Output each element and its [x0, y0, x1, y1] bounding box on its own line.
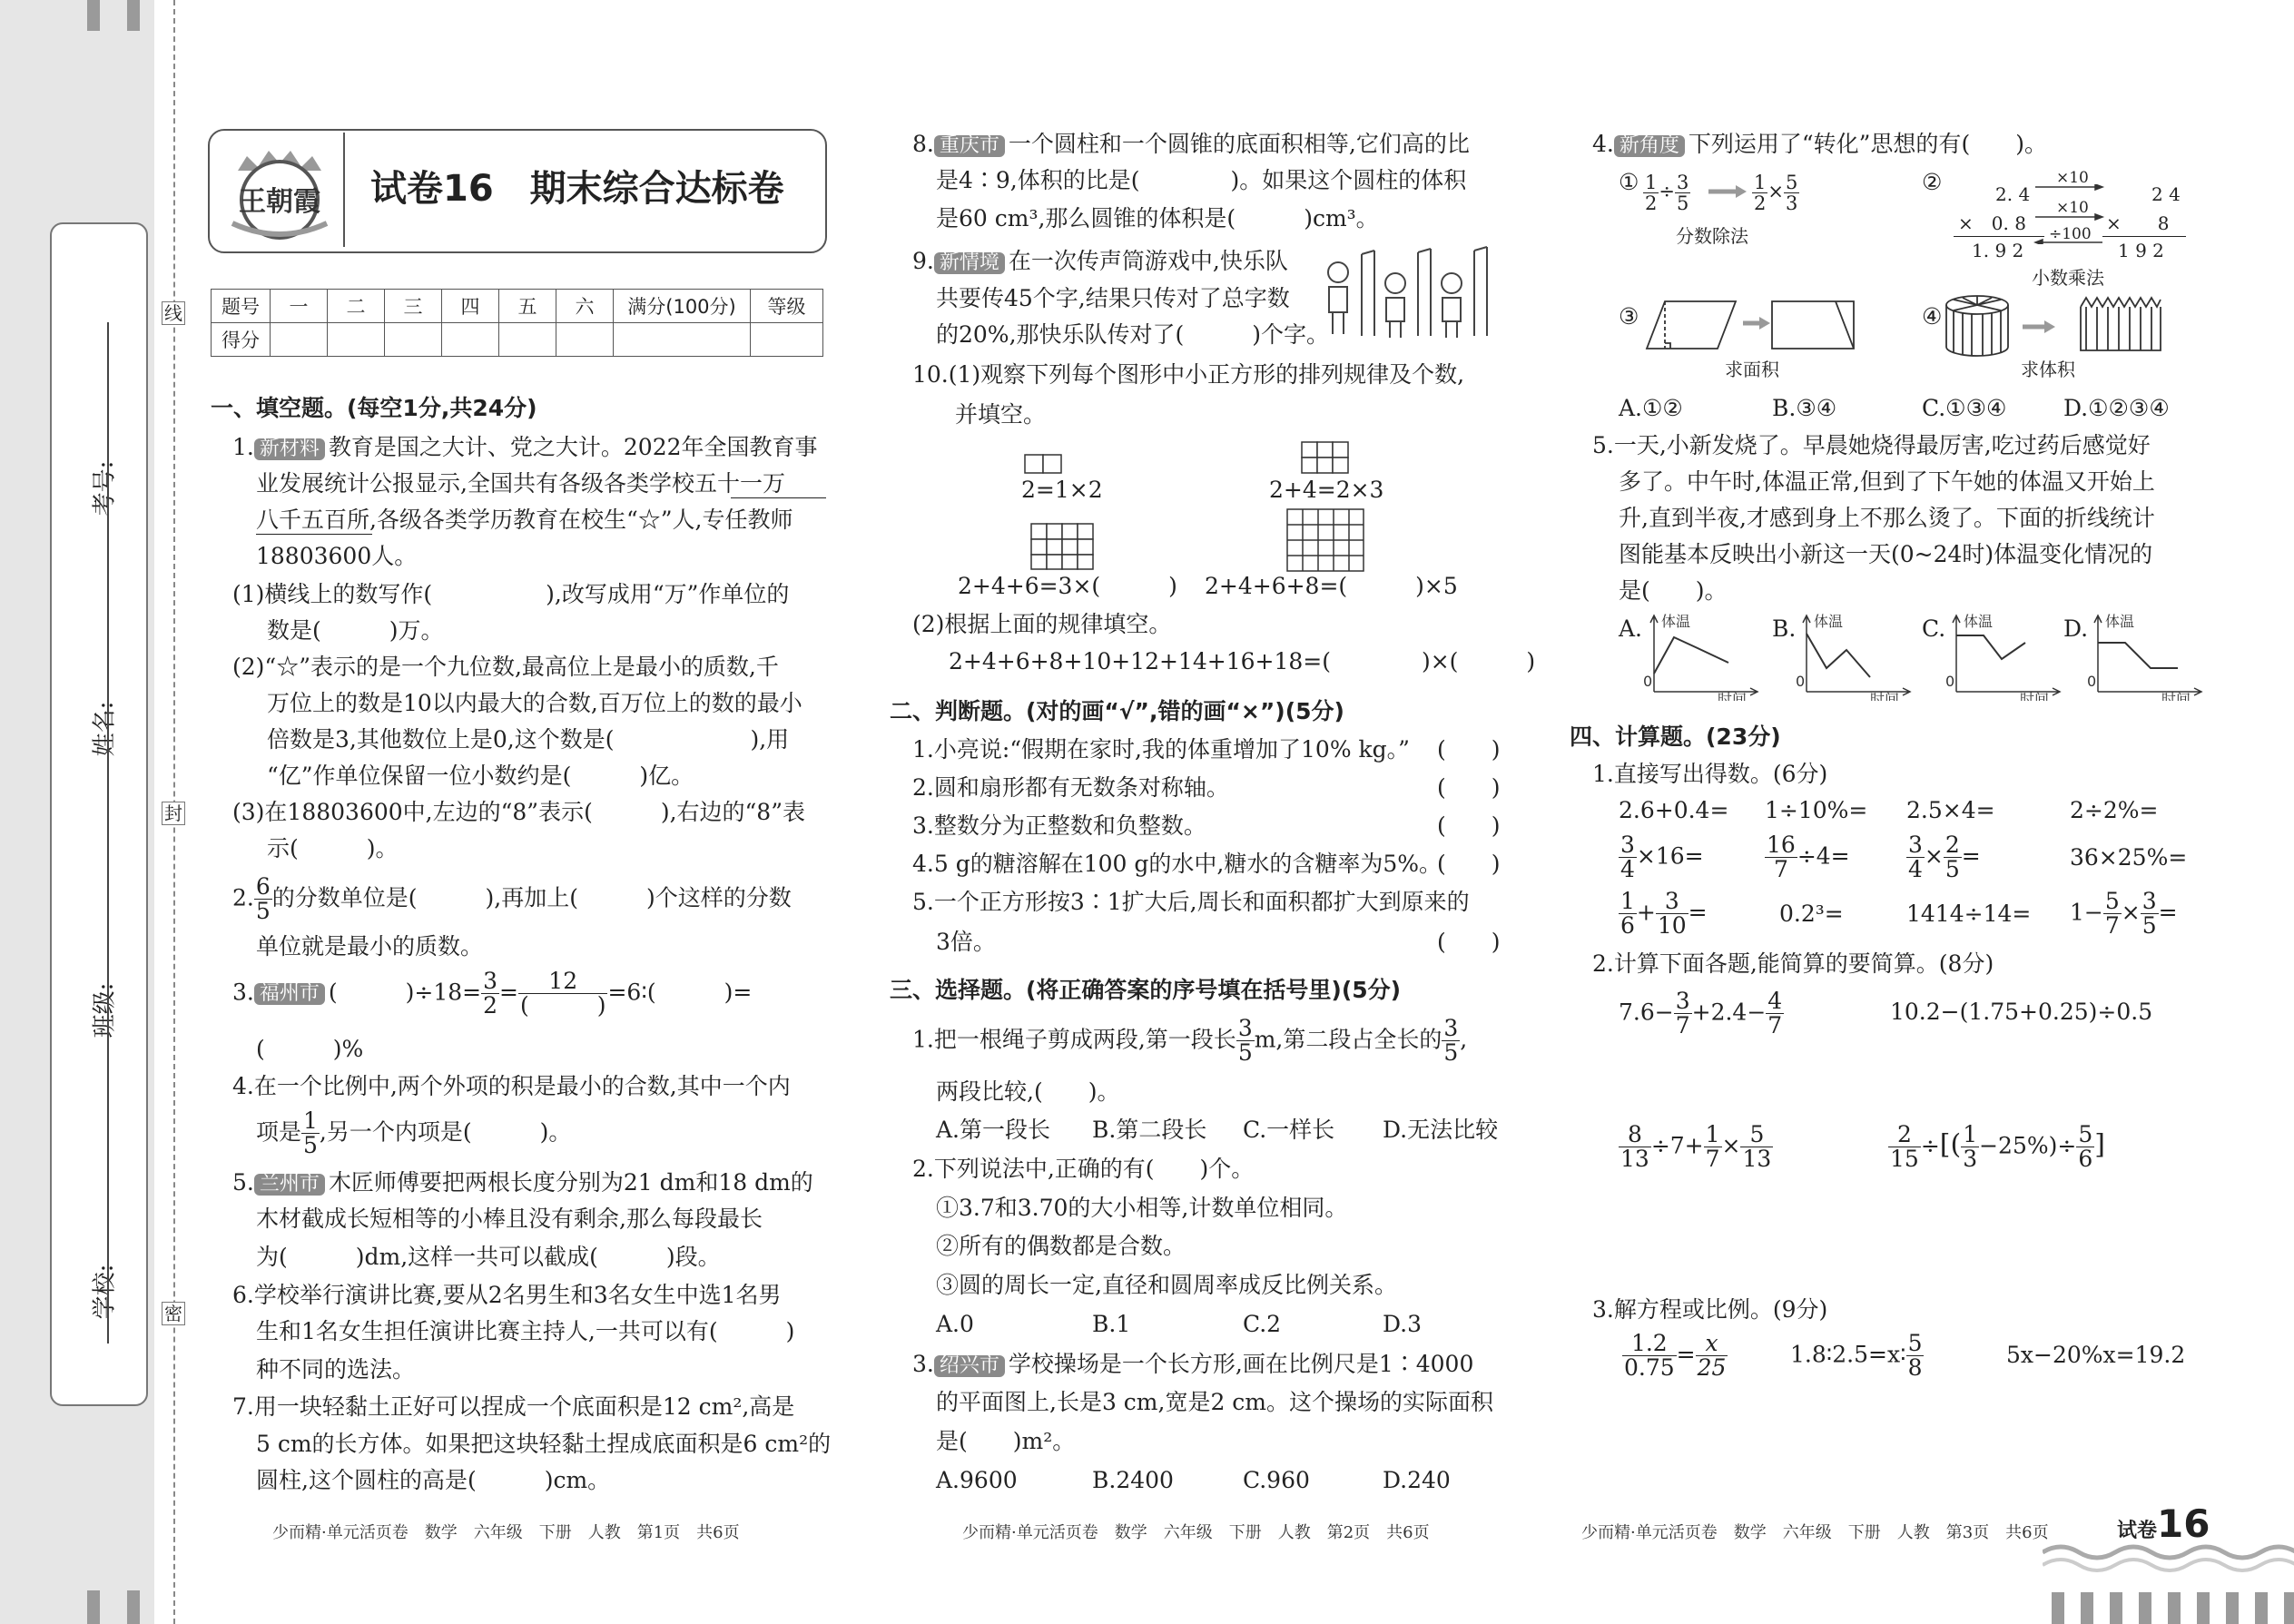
q1-sub3-line1: (3)在18803600中,左边的“8”表示( ),右边的“8”表: [232, 799, 805, 825]
q9-line3: 的20%,那快乐队传对了( )个字。: [936, 321, 1330, 348]
svg-text:0: 0: [1796, 673, 1806, 690]
logo-text: 王朝霞: [239, 186, 320, 218]
q9-text: 在一次传声筒游戏中,快乐队: [1008, 248, 1288, 274]
paper-title: 试卷16 期末综合达标卷: [370, 168, 784, 210]
graph-a-option[interactable]: A.: [1619, 615, 1643, 642]
q3-part-a: ( )÷18=: [328, 979, 482, 1006]
pattern-figure-1: [1024, 454, 1078, 479]
choice-2-opt-c[interactable]: C.2: [1243, 1311, 1282, 1337]
svg-text:时间: 时间: [1870, 691, 1900, 701]
svg-text:体温: 体温: [1814, 613, 1844, 630]
choice-3-opt-d[interactable]: D.240: [1383, 1467, 1451, 1493]
c3-q4-text: 下列运用了“转化”思想的有( )。: [1688, 131, 2047, 157]
q1-text: 教育是国之大计、党之大计。2022年全国教育事: [328, 434, 818, 460]
fig2-caption: 小数乘法: [2032, 267, 2104, 289]
logo: [225, 136, 334, 241]
q3-fraction-2: 12 ( ): [519, 968, 606, 1019]
q1-sub2-line4: “亿”作单位保留一位小数约是( )亿。: [267, 763, 694, 789]
graph-d-option[interactable]: D.: [2063, 615, 2089, 642]
label-school: 学校:: [91, 1264, 119, 1320]
fig4-shapes: [1944, 292, 2171, 361]
graph-c-option[interactable]: C.: [1922, 615, 1946, 642]
fig4-label: ④: [1922, 303, 1943, 330]
choice-3-number: 3.: [912, 1351, 934, 1377]
fig2-num3: 1. 9 2: [1972, 240, 2024, 261]
judge-item-1: 1.小亮说:“假期在家时,我的体重增加了10% kg。”: [912, 736, 1410, 763]
fig2-op3: ÷100: [2049, 225, 2092, 243]
calc-1-r3-c: 1414÷14=: [1906, 901, 2032, 927]
c3-q4-opt-c[interactable]: C.①③④: [1922, 395, 2007, 421]
choice-1-line2: 两段比较,( )。: [936, 1078, 1120, 1105]
pattern-figure-2: [1301, 441, 1350, 477]
q3-line2: ( )%: [256, 1036, 364, 1062]
seal-char-secret: 密: [162, 1302, 185, 1325]
score-header-cell: 题号: [212, 290, 271, 323]
q8-tag: 重庆市: [934, 135, 1005, 157]
fig2-op1: ×10: [2056, 169, 2089, 187]
q1-underline: [256, 534, 372, 535]
score-input-cell[interactable]: [556, 323, 614, 357]
q2-number: 2.: [232, 884, 254, 911]
choice-1-fraction-1: $\frac{3}{5}$: [1237, 1015, 1253, 1067]
q1-number: 1.: [232, 434, 254, 460]
fig2-rule-left: [1954, 236, 2044, 237]
score-header-cell: 满分(100分): [614, 290, 751, 323]
choice-1-opt-d[interactable]: D.无法比较: [1383, 1117, 1499, 1143]
top-stripe: [87, 0, 100, 31]
svg-text:0: 0: [1945, 673, 1955, 690]
choice-3-opt-c[interactable]: C.960: [1243, 1467, 1310, 1493]
kids-illustration: [1318, 245, 1500, 349]
pattern-figure-3: [1030, 523, 1112, 574]
calc-3-eq-2: 1.8∶2.5=x∶ $\frac{5}{8}$: [1790, 1330, 1923, 1382]
score-input-cell[interactable]: [442, 323, 499, 357]
q1-line1: [232, 436, 818, 460]
q4-text-b: ,另一个内项是( )。: [319, 1118, 572, 1146]
section-1-heading: 一、填空题。(每空1分,共24分): [211, 395, 537, 421]
calc-2-heading: 2.计算下面各题,能简算的要简算。(8分): [1592, 950, 1994, 977]
q10-sub2: (2)根据上面的规律填空。: [912, 611, 1172, 637]
choice-1-text-b: m,第二段占全长的: [1254, 1026, 1442, 1053]
page-footer-1: 少而精·单元活页卷 数学 六年级 下册 人教 第1页 共6页: [272, 1523, 740, 1542]
choice-2-opt-a[interactable]: A.0: [936, 1311, 974, 1337]
q9-line1: [912, 250, 1288, 274]
fig2-num4: 2 4: [2151, 183, 2181, 205]
section-2-heading: 二、判断题。(对的画“√”,错的画“×”)(5分): [890, 698, 1344, 724]
choice-2-opt-d[interactable]: D.3: [1383, 1311, 1423, 1337]
c3-q4-opt-a[interactable]: A.①②: [1619, 395, 1683, 421]
q3-tag: 福州市: [254, 983, 325, 1005]
c3-q5-line2: 多了。中午时,体温正常,但到了下午她的体温又开始上: [1619, 468, 2155, 495]
score-header-cell: 三: [385, 290, 442, 323]
calc-3-eq-3: 5x−20%x=19.2: [2006, 1342, 2186, 1368]
choice-1-text-c: ,: [1460, 1026, 1468, 1053]
choice-3-line3: 是( )m²。: [936, 1428, 1076, 1454]
fig2-rule-right: [2102, 236, 2186, 237]
q10-line2: 并填空。: [955, 401, 1047, 428]
q4-text-a: 项是: [256, 1118, 302, 1146]
q3-part-b: =6∶( )=: [607, 979, 753, 1006]
choice-2-line4: ③圆的周长一定,直径和圆周率成反比例关系。: [936, 1272, 1397, 1298]
calc-3-eq-1: $\frac{1.2}{0.75}$ = $\frac{x}{25}$: [1624, 1330, 1727, 1382]
bottom-stripes-right: [2052, 1592, 2294, 1624]
calc-1-r3-b: 0.2³=: [1779, 901, 1844, 927]
judge-item-3: 3.整数分为正整数和负整数。: [912, 812, 1206, 839]
svg-text:时间: 时间: [2161, 691, 2191, 701]
q1-line3: 八千五百所,各级各类学历教育在校生“☆”人,专任教师: [256, 507, 793, 533]
fig2-num5: × 8: [2106, 212, 2170, 234]
q4-line2: [256, 1109, 571, 1158]
student-info-box: [50, 222, 148, 1406]
q10-line1: 10.(1)观察下列每个图形中小正方形的排列规律及个数,: [912, 361, 1465, 388]
calc-1-r1-a: 2.6+0.4=: [1619, 797, 1729, 823]
q1-sub3-line2: 示( )。: [267, 835, 399, 861]
choice-3-opt-b[interactable]: B.2400: [1092, 1467, 1174, 1493]
bottom-stripe: [127, 1590, 140, 1624]
section-3-heading: 三、选择题。(将正确答案的序号填在括号里)(5分): [890, 977, 1402, 1003]
q7-line3: 圆柱,这个圆柱的高是( )cm。: [256, 1467, 611, 1493]
score-table: [211, 289, 823, 357]
page-footer-2: 少而精·单元活页卷 数学 六年级 下册 人教 第2页 共6页: [962, 1523, 1430, 1542]
fig2-num2: × 0. 8: [1958, 212, 2026, 234]
calc-1-r3-d: 1− $\frac{5}{7}$ × $\frac{3}{5}$ =: [2070, 888, 2178, 940]
q5-line3: 为( )dm,这样一共可以截成( )段。: [256, 1244, 721, 1270]
pattern-figure-4: [1286, 508, 1368, 577]
fig2-num1: 2. 4: [1995, 183, 2031, 205]
q1-sub2-line1: (2)“☆”表示的是一个九位数,最高位上是最小的质数,千: [232, 654, 779, 680]
q4-fraction: $\frac{1}{5}$: [303, 1107, 318, 1159]
calc-2-expr-1: 7.6− $\frac{3}{7}$ +2.4− $\frac{4}{7}$: [1619, 988, 1783, 1039]
q1-sub2-line2: 万位上的数是10以内最大的合数,百万位上的数的最小: [267, 690, 802, 716]
calc-1-r2-c: $\frac{3}{4}$ × $\frac{2}{5}$ =: [1908, 832, 1981, 883]
q5-number: 5.: [232, 1169, 254, 1196]
calc-2-expr-4: $\frac{2}{15}$ ÷[( $\frac{1}{3}$ −25%)÷ $\frac{5}{6}$ ]: [1890, 1121, 2105, 1173]
label-name: 姓名:: [91, 701, 119, 757]
score-input-cell[interactable]: [751, 323, 823, 357]
q9-tag: 新情境: [934, 252, 1005, 274]
badge-prefix: 试卷: [2117, 1520, 2158, 1542]
score-input-cell[interactable]: [499, 323, 556, 357]
graph-a: [1641, 610, 1764, 704]
pattern-eq-3: 2+4+6=3×( ): [958, 573, 1177, 599]
q1-underline: [731, 497, 826, 498]
section-4-heading: 四、计算题。(23分): [1570, 723, 1781, 750]
fig1-caption: 分数除法: [1676, 225, 1748, 247]
q10-sub2-eq: 2+4+6+8+10+12+14+16+18=( )×( ): [949, 648, 1536, 674]
calc-1-r3-a: $\frac{1}{6}$ + $\frac{3}{10}$ =: [1620, 888, 1708, 940]
calc-1-r1-b: 1÷10%=: [1765, 797, 1868, 823]
fig4-caption: 求体积: [2021, 359, 2075, 380]
field-class[interactable]: [107, 799, 109, 1071]
score-header-cell: 等级: [751, 290, 823, 323]
choice-1-opt-c[interactable]: C.一样长: [1243, 1117, 1335, 1143]
choice-2-opt-b[interactable]: B.1: [1092, 1311, 1131, 1337]
q2-line2: 单位就是最小的质数。: [256, 933, 484, 960]
svg-text:体温: 体温: [1661, 613, 1691, 630]
fig3-caption: 求面积: [1725, 359, 1779, 380]
score-input-cell[interactable]: [385, 323, 442, 357]
q3-fraction-1: $\frac{3}{2}$: [483, 968, 497, 1019]
choice-2-line1: 2.下列说法中,正确的有( )个。: [912, 1156, 1255, 1182]
q1-tag: 新材料: [254, 438, 325, 460]
judge-item-5-cont: 3倍。: [936, 929, 996, 955]
q1-line2: 业发展统计公报显示,全国共有各级各类学校五十一万: [256, 470, 785, 497]
svg-text:体温: 体温: [2105, 613, 2135, 630]
svg-text:0: 0: [2087, 673, 2097, 690]
graph-b-option[interactable]: B.: [1772, 615, 1797, 642]
score-header-cell: 四: [442, 290, 499, 323]
score-row-label: 得分: [212, 323, 271, 357]
page-footer-3: 少而精·单元活页卷 数学 六年级 下册 人教 第3页 共6页: [1581, 1523, 2049, 1542]
graph-d: [2085, 610, 2208, 704]
pattern-eq-1: 2=1×2: [1021, 477, 1103, 503]
badge-number: 16: [2157, 1501, 2210, 1546]
q3-equals: =: [499, 979, 518, 1006]
score-input-cell[interactable]: [271, 323, 328, 357]
seal-char-seal: 封: [162, 802, 185, 825]
choice-3-line2: 的平面图上,长是3 cm,宽是2 cm。这个操场的实际面积: [936, 1389, 1494, 1415]
q7-line1: 7.用一块轻黏土正好可以捏成一个底面积是12 cm²,高是: [232, 1393, 795, 1420]
choice-1-fraction-2: $\frac{3}{5}$: [1443, 1015, 1459, 1067]
judge-paren-5[interactable]: ( ): [1437, 929, 1501, 955]
q9-number: 9.: [912, 248, 934, 274]
c3-q5-line3: 升,直到半夜,才感到身上不那么烫了。下面的折线统计: [1619, 505, 2155, 531]
q5-line2: 木材截成长短相等的小棒且没有剩余,那么每段最长: [256, 1206, 763, 1232]
fig1-arrow: [1707, 183, 1748, 203]
svg-text:体温: 体温: [1964, 613, 1994, 630]
q6-line3: 种不同的选法。: [256, 1356, 416, 1383]
q2-text: 的分数单位是( ),再加上( )个这样的分数: [271, 884, 792, 911]
fig3-shapes: [1645, 298, 1867, 356]
choice-1-line1: [912, 1017, 1467, 1066]
score-header-cell: 二: [328, 290, 385, 323]
judge-paren-3[interactable]: ( ): [1437, 812, 1501, 839]
judge-item-2: 2.圆和扇形都有无数条对称轴。: [912, 774, 1229, 801]
svg-text:时间: 时间: [2020, 691, 2050, 701]
q8-line3: 是60 cm³,那么圆锥的体积是( )cm³。: [936, 205, 1379, 231]
fig1-label: ①: [1619, 169, 1639, 195]
calc-1-r2-b: $\frac{16}{7}$ ÷4=: [1767, 832, 1850, 883]
score-header-cell: 一: [271, 290, 328, 323]
paper-badge: [2117, 1501, 2210, 1546]
calc-1-r2-d: 36×25%=: [2070, 844, 2188, 871]
q1-sub1-line1: (1)横线上的数写作( ),改写成用“万”作单位的: [232, 581, 790, 607]
fig1-expr: $\frac{1}{2}$ ÷ $\frac{3}{5}$: [1645, 172, 1689, 215]
choice-3-line1: [912, 1353, 1473, 1377]
q7-line2: 5 cm的长方体。如果把这块轻黏土捏成底面积是6 cm²的: [256, 1431, 832, 1457]
graph-c: [1944, 610, 2066, 704]
fig3-label: ③: [1619, 303, 1639, 330]
calc-1-r1-d: 2÷2%=: [2070, 797, 2159, 823]
c3-q4-opt-b[interactable]: B.③④: [1772, 395, 1837, 421]
c3-q4-line: [1592, 133, 2047, 157]
c3-q4-opt-d[interactable]: D.①②③④: [2063, 395, 2170, 421]
fig2-label: ②: [1922, 169, 1943, 195]
score-header-cell: 五: [499, 290, 556, 323]
label-class: 班级:: [91, 982, 119, 1038]
c3-q5-line5: 是( )。: [1619, 577, 1728, 604]
q8-line1: [912, 133, 1470, 157]
q5-line1: [232, 1171, 813, 1196]
choice-1-text-a: 1.把一根绳子剪成两段,第一段长: [912, 1026, 1236, 1053]
field-name[interactable]: [107, 545, 109, 817]
c3-q5-line1: 5.一天,小新发烧了。早晨她烧得最厉害,吃过药后感觉好: [1592, 432, 2151, 458]
q1-sub1-line2: 数是( )万。: [267, 617, 444, 644]
label-exam-no: 考号:: [91, 460, 119, 517]
judge-paren-4[interactable]: ( ): [1437, 851, 1501, 877]
choice-3-tag: 绍兴市: [934, 1355, 1005, 1377]
bottom-stripe: [87, 1590, 100, 1624]
choice-3-opt-a[interactable]: A.9600: [936, 1467, 1018, 1493]
title-divider: [343, 133, 345, 247]
field-exam-no[interactable]: [107, 322, 109, 576]
judge-paren-1[interactable]: ( ): [1437, 736, 1501, 763]
q1-line4: 18803600人。: [256, 543, 418, 569]
svg-text:0: 0: [1643, 673, 1653, 690]
c3-q4-tag: 新角度: [1614, 135, 1685, 157]
calc-1-heading: 1.直接写出得数。(6分): [1592, 761, 1828, 787]
graph-b: [1794, 610, 1916, 704]
q1-sub2-line3: 倍数是3,其他数位上是0,这个数是( ),用: [267, 726, 790, 753]
score-header-cell: 六: [556, 290, 614, 323]
fig2-num6: 1 9 2: [2118, 240, 2164, 261]
c3-q5-line4: 图能基本反映出小新这一天(0~24时)体温变化情况的: [1619, 541, 2153, 567]
score-input-cell[interactable]: [614, 323, 751, 357]
q5-text: 木匠师傅要把两根长度分别为21 dm和18 dm的: [328, 1169, 813, 1196]
q6-line1: 6.学校举行演讲比赛,要从2名男生和3名女生中选1名男: [232, 1282, 782, 1308]
c3-q4-number: 4.: [1592, 131, 1614, 157]
svg-text:时间: 时间: [1718, 691, 1748, 701]
q4-line1: 4.在一个比例中,两个外项的积是最小的合数,其中一个内: [232, 1073, 791, 1099]
q2-fraction: $\frac{6}{5}$: [255, 873, 271, 925]
q3-line1: [232, 969, 752, 1019]
choice-1-opt-b[interactable]: B.第二段长: [1092, 1117, 1207, 1143]
q9-line2: 共要传45个字,结果只传对了总字数: [936, 285, 1290, 311]
choice-1-opt-a[interactable]: A.第一段长: [936, 1117, 1051, 1143]
choice-3-text: 学校操场是一个长方形,画在比例尺是1∶4000: [1008, 1351, 1474, 1377]
choice-2-line3: ②所有的偶数都是合数。: [936, 1233, 1186, 1259]
calc-3-heading: 3.解方程或比例。(9分): [1592, 1296, 1828, 1323]
fig2-arrows: [2033, 184, 2106, 248]
fig1-result: $\frac{1}{2}$ × $\frac{5}{3}$: [1754, 172, 1798, 215]
q8-text: 一个圆柱和一个圆锥的底面积相等,它们高的比: [1008, 131, 1470, 157]
q3-number: 3.: [232, 979, 254, 1006]
judge-paren-2[interactable]: ( ): [1437, 774, 1501, 801]
score-input-cell[interactable]: [328, 323, 385, 357]
judge-item-4: 4.5 g的糖溶解在100 g的水中,糖水的含糖率为5%。: [912, 851, 1442, 877]
fig2-op2: ×10: [2056, 199, 2089, 217]
pattern-eq-2: 2+4=2×3: [1269, 477, 1384, 503]
q8-number: 8.: [912, 131, 934, 157]
q2-line1: [232, 875, 792, 924]
calc-2-expr-2: 10.2−(1.75+0.25)÷0.5: [1890, 999, 2153, 1025]
field-school[interactable]: [107, 1071, 109, 1343]
top-stripe: [127, 0, 140, 31]
q5-tag: 兰州市: [254, 1174, 325, 1196]
calc-1-r2-a: $\frac{3}{4}$ ×16=: [1620, 832, 1704, 883]
q8-line2: 是4∶9,体积的比是( )。如果这个圆柱的体积: [936, 167, 1467, 193]
seal-char-line: 线: [162, 301, 185, 325]
pattern-eq-4: 2+4+6+8=( )×5: [1205, 573, 1458, 599]
choice-2-line2: ①3.7和3.70的大小相等,计数单位相同。: [936, 1195, 1348, 1221]
judge-item-5: 5.一个正方形按3∶1扩大后,周长和面积都扩大到原来的: [912, 889, 1470, 915]
calc-2-expr-3: $\frac{8}{13}$ ÷7+ $\frac{1}{7}$ × $\frac{5}{13}$: [1620, 1121, 1772, 1173]
calc-1-r1-c: 2.5×4=: [1906, 797, 1995, 823]
q6-line2: 生和1名女生担任演讲比赛主持人,一共可以有( ): [256, 1318, 795, 1344]
